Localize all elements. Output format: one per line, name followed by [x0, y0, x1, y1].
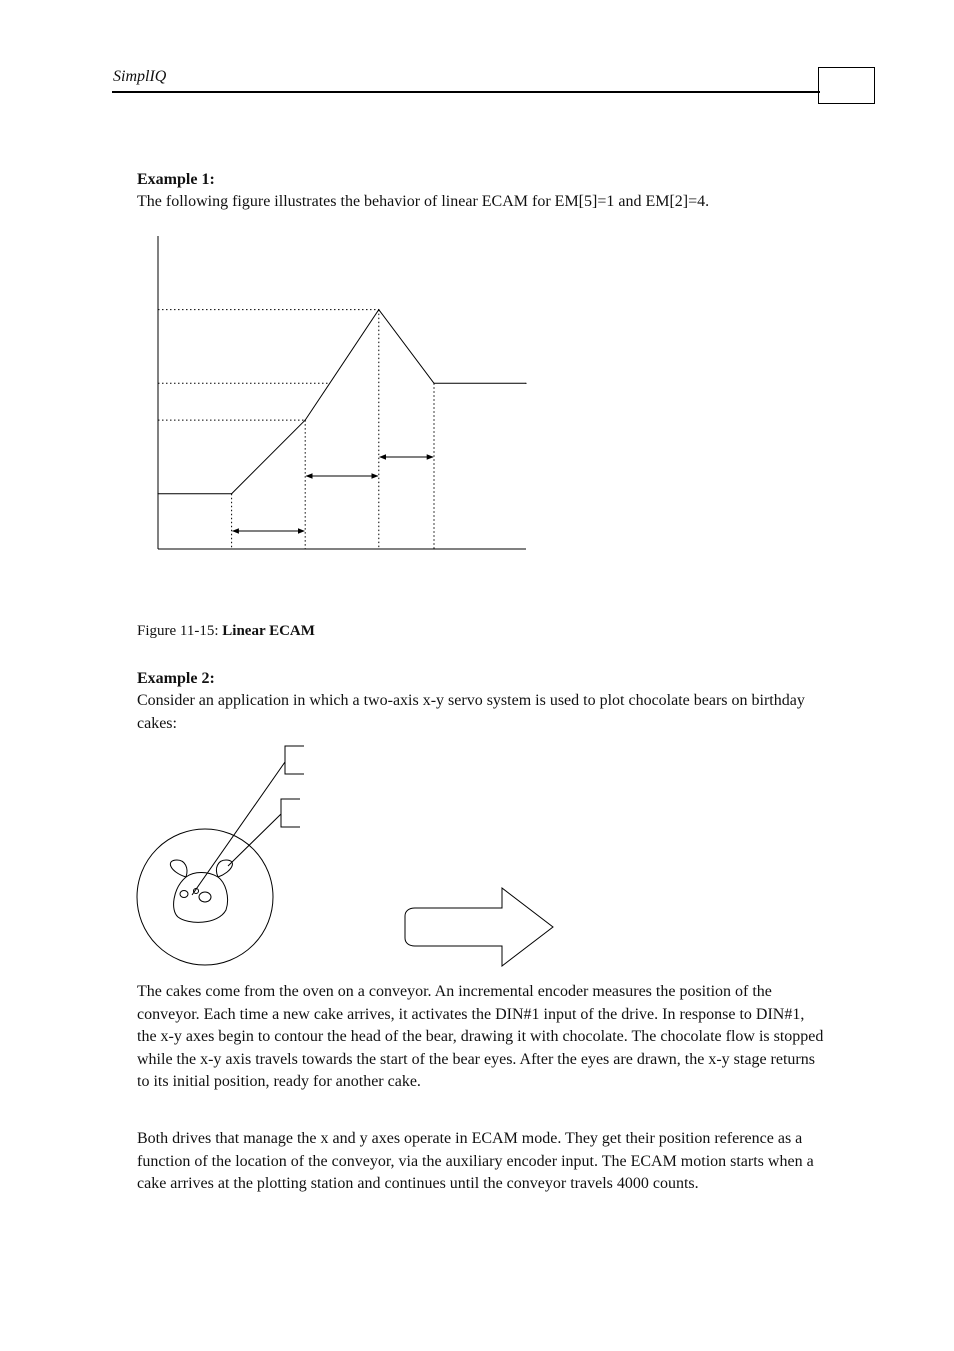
- bear-head: [170, 860, 232, 922]
- pointer-line-1: [192, 762, 285, 895]
- figure-caption: [137, 623, 315, 640]
- header-title: SimplIQ: [113, 68, 167, 85]
- data-point-5: [525, 383, 526, 384]
- ecam-series-line: [158, 310, 526, 494]
- data-point-1: [231, 493, 232, 494]
- cake-circle: [137, 829, 273, 965]
- conveyor-direction-arrow: [405, 888, 553, 966]
- example2-intro: Consider an application in which a two-axis x-y servo system is used to plot chocolate bears on birthday cakes:: [137, 692, 805, 732]
- data-point-2: [305, 420, 306, 421]
- data-point-3: [378, 309, 379, 310]
- callout-bracket-2: [281, 799, 300, 827]
- paragraph-conveyor: The cakes come from the oven on a conveyor. An incremental encoder measures the position of the conveyor. Each time a new cake arrives, it activates the DIN#1 input of the drive. In response to DIN#1, the x-y axes begin to contour the head of the bear, drawing it with chocolate. The chocolate flow is stopped while the x-y axis travels towards the start of the bear eyes. After the eyes are drawn, the x-y stage returns to its initial position, ready for another cake.: [137, 983, 824, 1090]
- example2-heading: Example 2:: [137, 670, 215, 687]
- linear-ecam-chart: [0, 0, 954, 600]
- paragraph-ecam-mode: Both drives that manage the x and y axes operate in ECAM mode. They get their position reference as a function of the location of the conveyor, via the auxiliary encoder input. The ECAM motion starts when a cake arrives at the plotting station and continues until the conveyor travels 4000 counts.: [137, 1130, 814, 1192]
- figure-caption-title: Linear ECAM: [222, 623, 315, 639]
- callout-bracket-1: [285, 746, 304, 774]
- bear-eye-left: [180, 891, 188, 898]
- data-point-0: [157, 493, 158, 494]
- pointer-line-2: [228, 814, 281, 866]
- data-point-4: [433, 383, 434, 384]
- example1-heading: Example 1:: [137, 171, 215, 188]
- bear-eye-right: [199, 892, 211, 902]
- example1-text: The following figure illustrates the behavior of linear ECAM for EM[5]=1 and EM[2]=4.: [137, 193, 710, 210]
- figure-caption-prefix: Figure 11-15:: [137, 623, 223, 639]
